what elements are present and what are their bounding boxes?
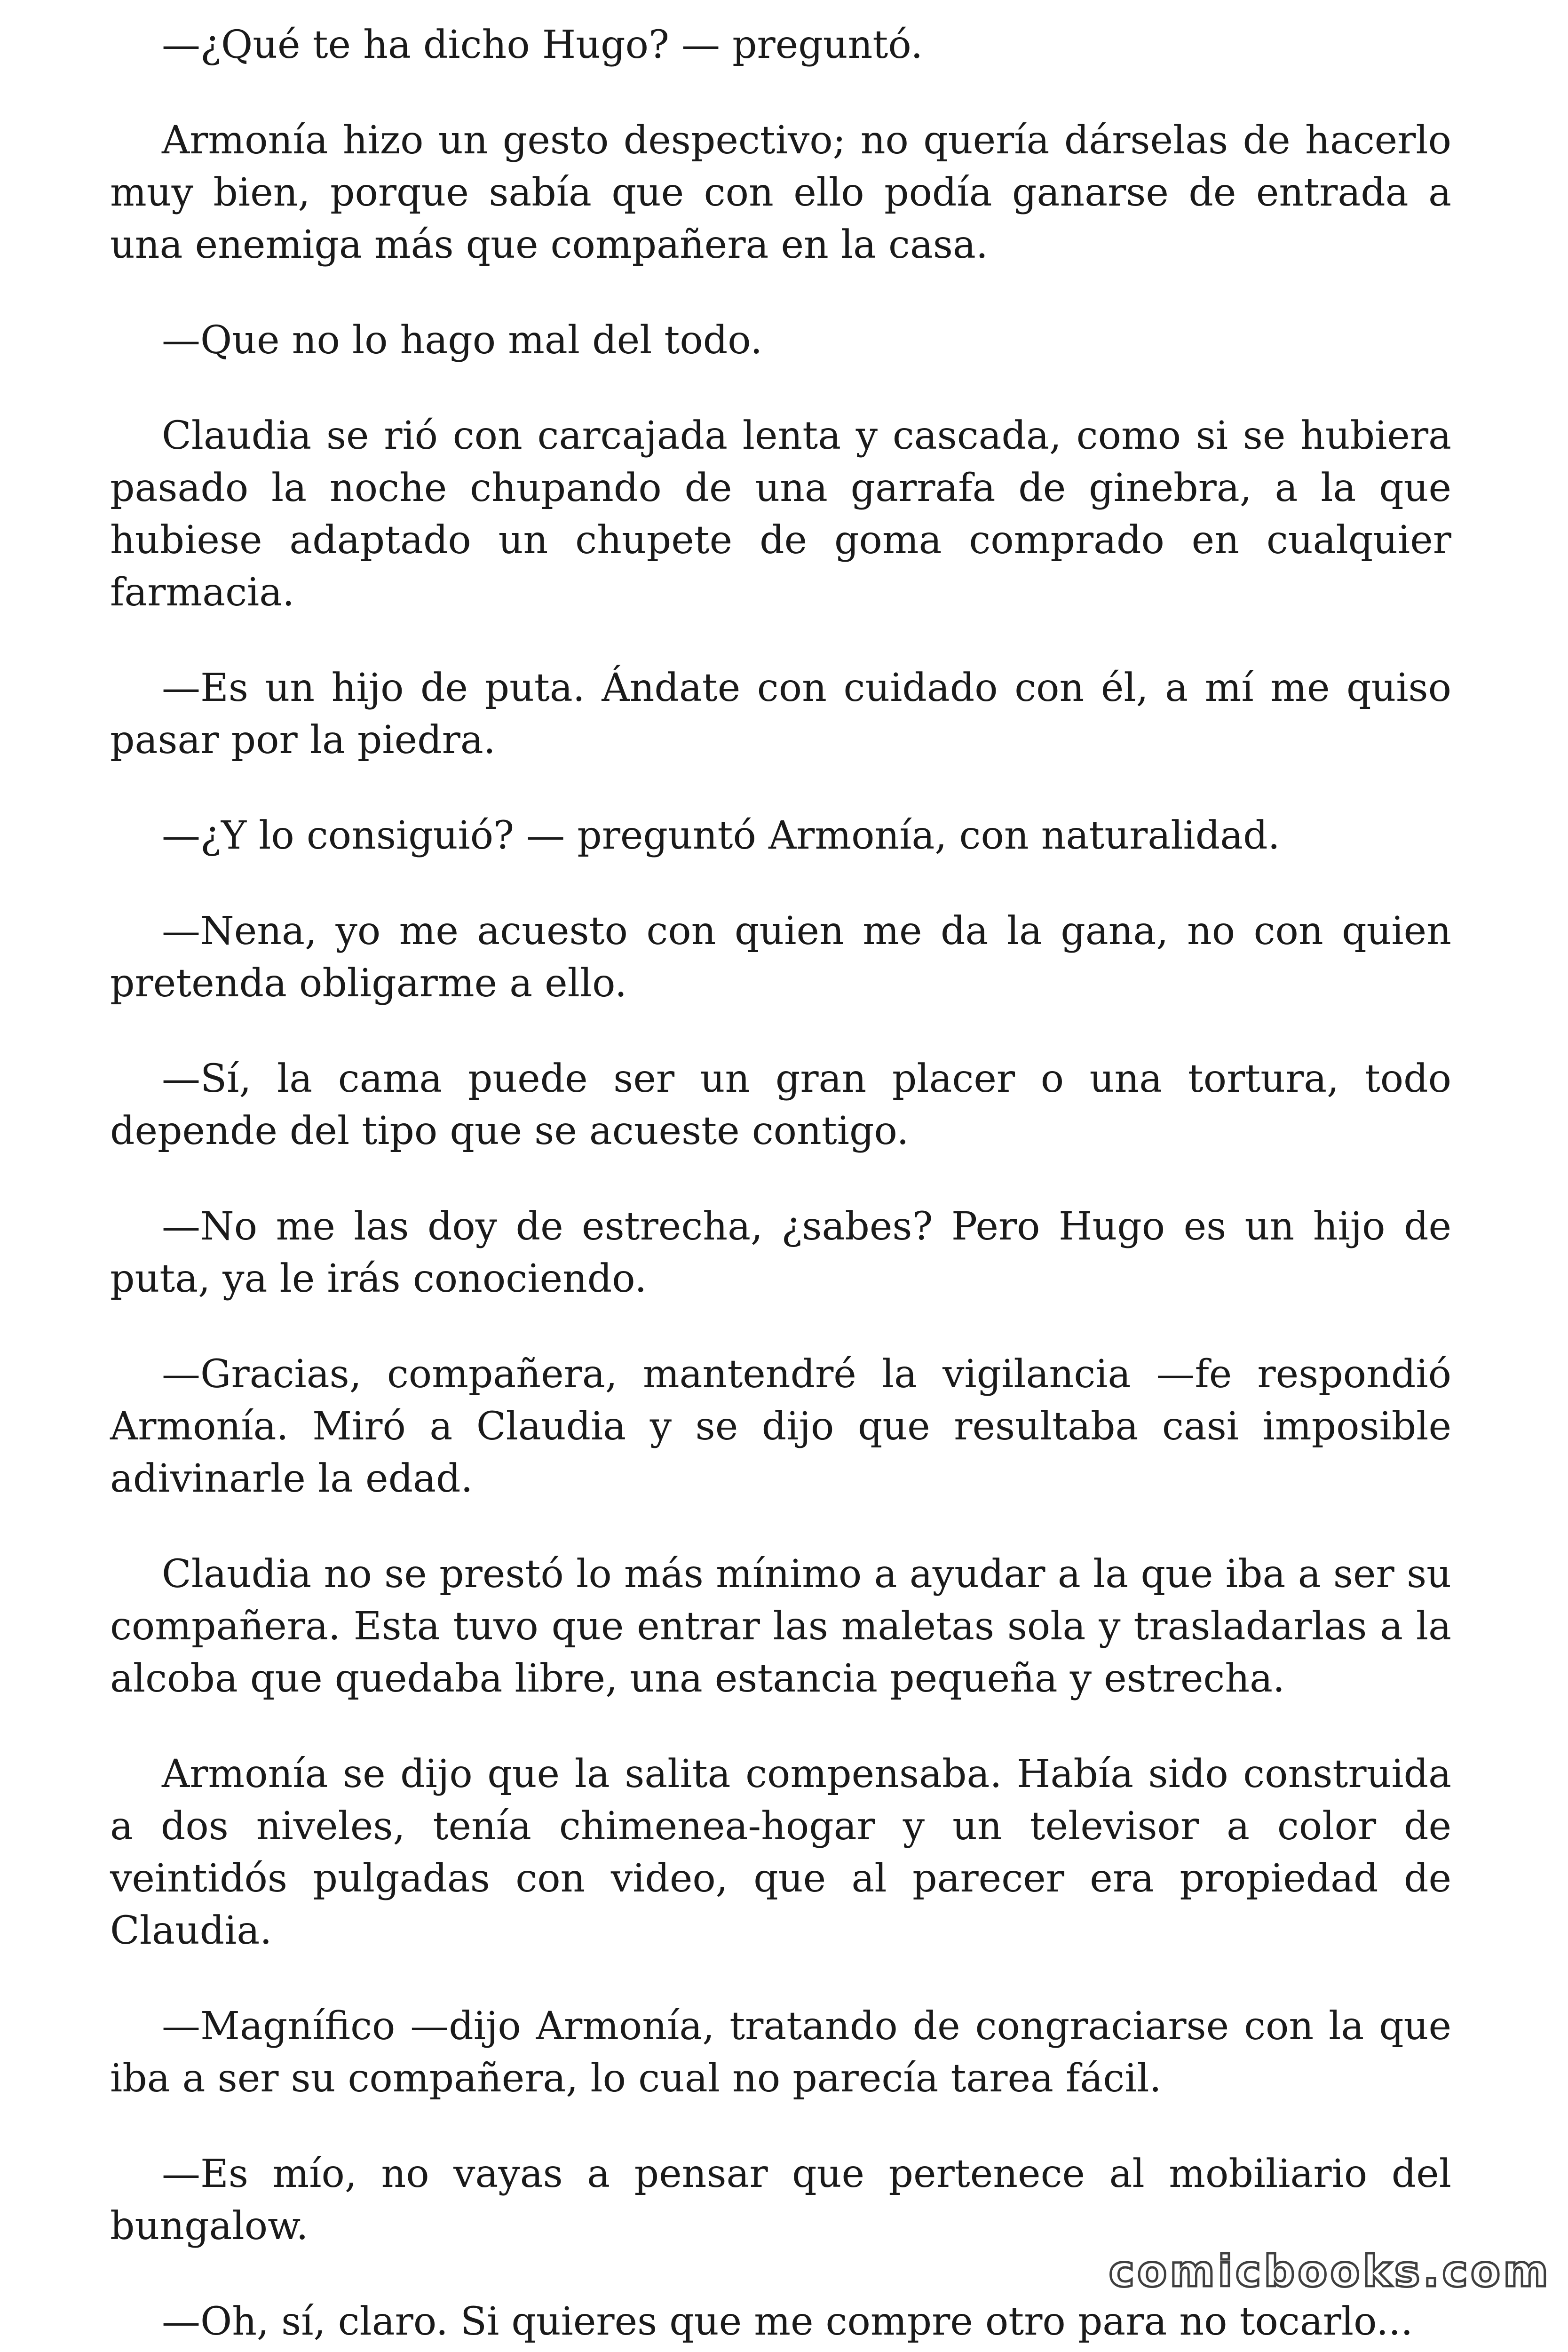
paragraph: —Que no lo hago mal del todo.: [162, 318, 763, 363]
paragraph: —¿Qué te ha dicho Hugo? — preguntó.: [162, 23, 923, 67]
paragraph: —Es un hijo de puta. Ándate con cuidado con él, a mí me quiso pasar por la piedra.: [110, 666, 1451, 763]
paragraph: Armonía hizo un gesto despectivo; no quería dárselas de hacerlo muy bien, porque sabía que con ello podía ganarse de entrada a una enemiga más que compañera en la casa.: [110, 118, 1451, 267]
paragraph: —¿Y lo consiguió? — preguntó Armonía, con naturalidad.: [162, 813, 1280, 858]
body-text: [110, 0, 1451, 2352]
paragraph: Claudia no se prestó lo más mínimo a ayudar a la que iba a ser su compañera. Esta tuvo que entrar las maletas sola y trasladarlas a la alcoba que quedaba libre, una estancia pequeña y estrecha.: [110, 1552, 1451, 1701]
paragraph: —Gracias, compañera, mantendré la vigilancia —fe respondió Armonía. Miró a Claudia y se dijo que resultaba casi imposible adivinarle la edad.: [110, 1352, 1451, 1501]
paragraph: Armonía se dijo que la salita compensaba. Había sido construida a dos niveles, tenía chimenea-hogar y un televisor a color de veintidós pulgadas con video, que al parecer era propiedad de Claudia.: [110, 1752, 1451, 1953]
watermark: comicbooks.com: [1109, 2246, 1551, 2296]
paragraph: —Sí, la cama puede ser un gran placer o una tortura, todo depende del tipo que se acueste contigo.: [110, 1057, 1451, 1153]
paragraph: Claudia se rió con carcajada lenta y cascada, como si se hubiera pasado la noche chupando de una garrafa de ginebra, a la que hubiese adaptado un chupete de goma comprado en cualquier farmacia.: [110, 413, 1451, 615]
paragraph: —Oh, sí, claro. Si quieres que me compre otro para no tocarlo...: [162, 2299, 1413, 2344]
paragraph: —Magnífico —dijo Armonía, tratando de congraciarse con la que iba a ser su compañera, lo cual no parecía tarea fácil.: [110, 2004, 1451, 2101]
paragraph: —Nena, yo me acuesto con quien me da la gana, no con quien pretenda obligarme a ello.: [110, 909, 1451, 1006]
paragraph: —Es mío, no vayas a pensar que pertenece al mobiliario del bungalow.: [110, 2152, 1451, 2249]
paragraph: —No me las doy de estrecha, ¿sabes? Pero Hugo es un hijo de puta, ya le irás conociendo.: [110, 1204, 1451, 1301]
